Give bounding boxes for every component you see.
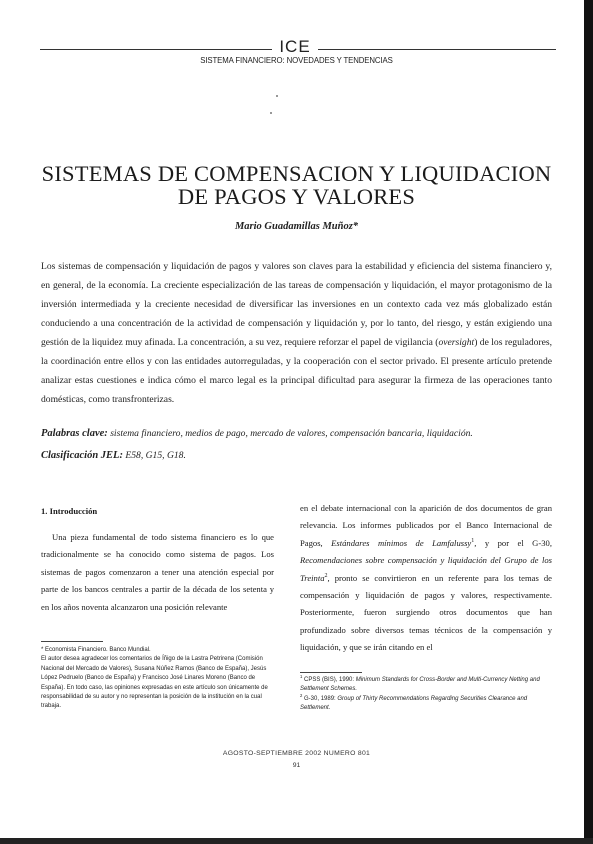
jel-classification [41, 449, 552, 463]
footnotes-left [41, 646, 277, 712]
footnote-1-num: 1 [300, 674, 303, 679]
footnote-ref-1: 1 [471, 537, 475, 544]
intro-paragraph: Una pieza fundamental de todo sistema financiero es lo que tradicionalmente se ha conocido como sistema de pagos. Los sistemas de pagos comenzaron a tener una atención especial por parte de los bancos centrales a partir de la década de los setenta y en los años noventa alcanzaron una posición relevante [41, 532, 274, 612]
abstract-text-1: Los sistemas de compensación y liquidación de pagos y valores son claves para la estabilidad y eficiencia del sistema financiero y, en general, de la economía. La creciente especialización de las tareas de compensación y liquidación, el mayor protagonismo de la inversión intermediada y la creciente necesidad de diversificar las inversiones en un contexto cada vez más globalizado están conduciendo a una concentración de la actividad de compensación y liquidación y, por lo tanto, del riesgo, y están exigiendo una gestión de la liquidez muy afinada. La concentración, a su vez, requiere reforzar el papel de vigilancia ( [41, 261, 552, 348]
right-em-2: Recomendaciones sobre compensación y liquidación del Grupo de los Treinta [300, 555, 552, 583]
jel-codes: E58, G15, G18. [125, 450, 186, 461]
jel-label: Clasificación JEL: [41, 450, 123, 461]
footnote-2 [300, 692, 552, 714]
scan-speck [270, 112, 272, 114]
issue-line: AGOSTO-SEPTIEMBRE 2002 NUMERO 801 [222, 750, 371, 757]
right-column [300, 500, 552, 657]
footnote-divider-right [300, 672, 362, 673]
right-paragraph [300, 500, 552, 657]
author-name: Mario Guadamillas Muñoz* [234, 221, 359, 232]
title-line-1: SISTEMAS DE COMPENSACION Y LIQUIDACION [41, 161, 552, 186]
footnote-2-title: Group of Thirty Recommendations Regarding Securities Clearance and Settlement. [300, 695, 528, 712]
scan-edge-right [584, 0, 593, 844]
footnote-1 [300, 676, 552, 695]
right-text-2: , y por el G-30, [474, 537, 552, 548]
keywords [41, 427, 552, 441]
abstract-text-2: ) de los reguladores, la coordinación entre ellos y con las entidades autorreguladas, y la cooperación con el sector privado. El presente artículo pretende analizar estas cuestiones e indica cómo el marco legal es la principal dificultad para asegurar la firmeza de las operaciones tanto domésticas, como transfronterizas. [41, 337, 553, 405]
section-heading: 1. Introducción [41, 506, 98, 516]
section-name: SISTEMA FINANCIERO: NOVEDADES Y TENDENCIAS [200, 56, 393, 65]
abstract [41, 257, 552, 409]
footnote-ref-2: 2 [324, 572, 328, 579]
right-text-1: en el debate internacional con la aparición de dos documentos de gran relevancia. Los informes publicados por el Banco Internacional de Pagos, [300, 503, 552, 548]
page-number: 91 [292, 762, 301, 769]
header-rule-right [318, 49, 556, 50]
footnote-1-title: Minimum Standards for Cross-Border and Multi-Currency Netting and Settlement Schemes. [300, 677, 540, 693]
title-line-2: DE PAGOS Y VALORES [177, 184, 416, 209]
footnote-author: * Economista Financiero. Banco Mundial. [41, 647, 151, 653]
footnote-2-text: G-30, 1989: [304, 695, 338, 702]
article-title [30, 162, 563, 208]
footnote-divider-left [41, 641, 103, 642]
scan-speck [276, 95, 278, 97]
keywords-label: Palabras clave: [41, 428, 108, 439]
left-column [41, 506, 274, 616]
footnote-acknowledgements: El autor desea agradecer los comentarios de Íñigo de la Lastra Petrirena (Comisión Nacional del Mercado de Valores), Susana Núñez Ramos (Banco de España), Jesús López Pedruelo (Banco de España) y Francisco José Linares Moreno (Banco de España). En todo caso, las opiniones expresadas en este artículo son únicamente de responsabilidad de su autor y no representan la posición de la institución en la cual trabaja. [41, 656, 268, 710]
footnote-2-num: 2 [300, 692, 303, 698]
keywords-list: sistema financiero, medios de pago, mercado de valores, compensación bancaria, liquidación. [110, 428, 473, 439]
abstract-oversight: oversight [438, 337, 475, 348]
scan-edge-bottom [0, 838, 593, 844]
header-rule-left [40, 49, 272, 50]
footnotes-right [300, 676, 552, 714]
magazine-logo: ICE [279, 37, 311, 56]
footnote-1-text: CPSS (BIS), 1990: [304, 677, 356, 683]
right-text-3: , pronto se convirtieron en un referente para los temas de compensación y liquidación de pagos y valores, respectivamente. Posteriormente, fueron surgiendo otros documentos que han profundizado sobre diversos temas técnicos de la compensación y liquidación, y que se irán citando en el [300, 572, 552, 653]
right-em-1: Estándares mínimos de Lamfalussy [331, 537, 472, 548]
